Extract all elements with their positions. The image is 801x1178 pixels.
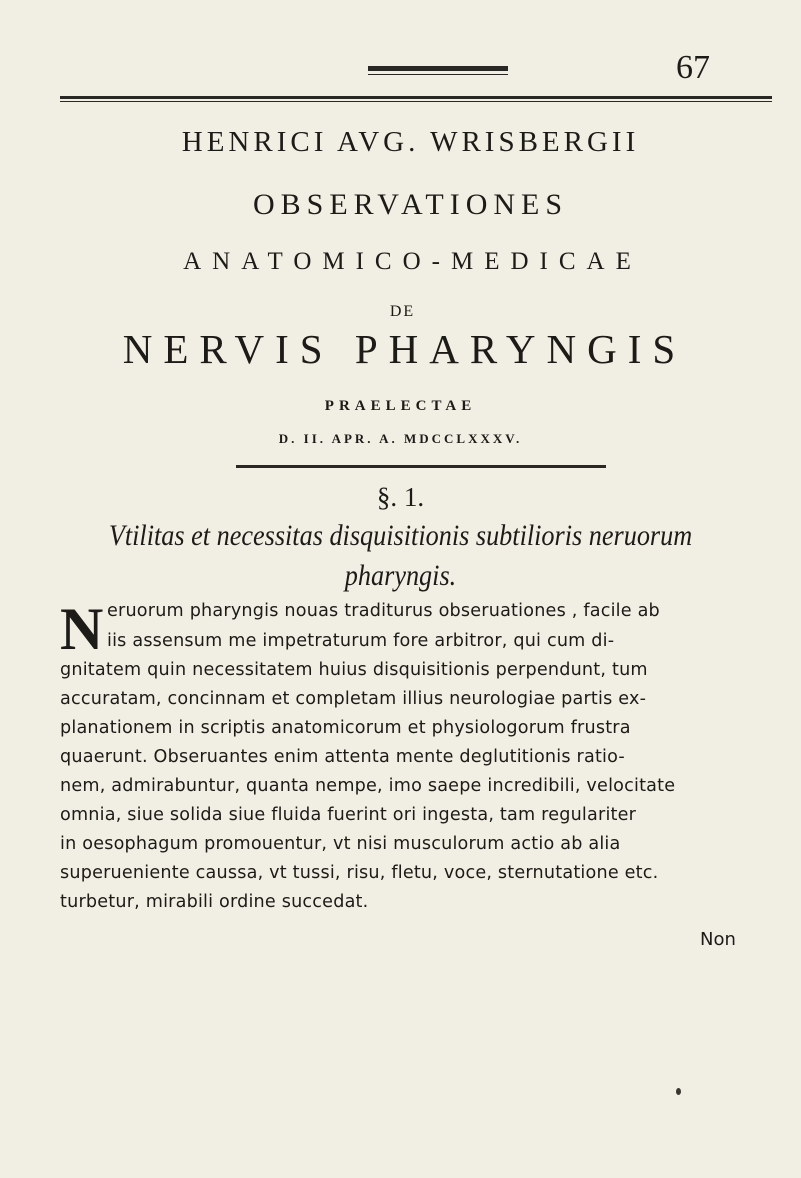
body-line: nem, admirabuntur, quanta nempe, imo saepe incredibili, velocitate [60,776,676,796]
body-line: planationem in scriptis anatomicorum et physiologorum frustra [60,718,631,738]
title-nervis-pharyngis: NERVIS PHARYNGIS [122,326,687,372]
section-mark: §. 1. [376,482,425,512]
top-rule-thin [60,101,772,102]
body-line: eruorum pharyngis nouas traditurus obseruationes , facile ab [107,601,660,621]
body-line: iis assensum me impetraturum fore arbitror, qui cum di- [107,631,615,651]
section-heading-line-2: pharyngis. [344,559,457,592]
title-observationes: OBSERVATIONES [252,188,569,221]
title-de: DE [389,303,416,320]
body-line: in oesophagum promouentur, vt nisi musculorum actio ab alia [60,834,621,854]
page-number: 67 [676,49,710,86]
title-author: HENRICI AVG. WRISBERGII [181,126,640,158]
paper-speck [676,1088,681,1095]
top-rule-thick [60,96,772,99]
catchword: Non [700,929,736,950]
header-ornament-thin-bar [368,74,508,75]
body-line: gnitatem quin necessitatem huius disquisitionis perpendunt, tum [60,660,648,680]
title-anatomico-medicae: ANATOMICO-MEDICAE [183,248,642,275]
body-line: accuratam, concinnam et completam illius neurologiae partis ex- [60,689,647,709]
body-line: superueniente caussa, vt tussi, risu, fletu, voce, sternutatione etc. [60,863,659,883]
title-praelectae: PRAELECTAE [324,398,477,414]
drop-cap: N [60,596,104,662]
body-line: quaerunt. Obseruantes enim attenta mente deglutitionis ratio- [60,747,625,767]
body-line: turbetur, mirabili ordine succedat. [60,892,369,912]
body-line: omnia, siue solida siue fluida fuerint ori ingesta, tam regulariter [60,805,637,825]
header-ornament-bar [368,66,508,71]
section-heading-line-1: Vtilitas et necessitas disquisitionis subtilioris neruorum [108,519,693,552]
section-divider-rule [236,465,606,468]
title-date: D. II. APR. A. MDCCLXXXV. [278,431,523,446]
